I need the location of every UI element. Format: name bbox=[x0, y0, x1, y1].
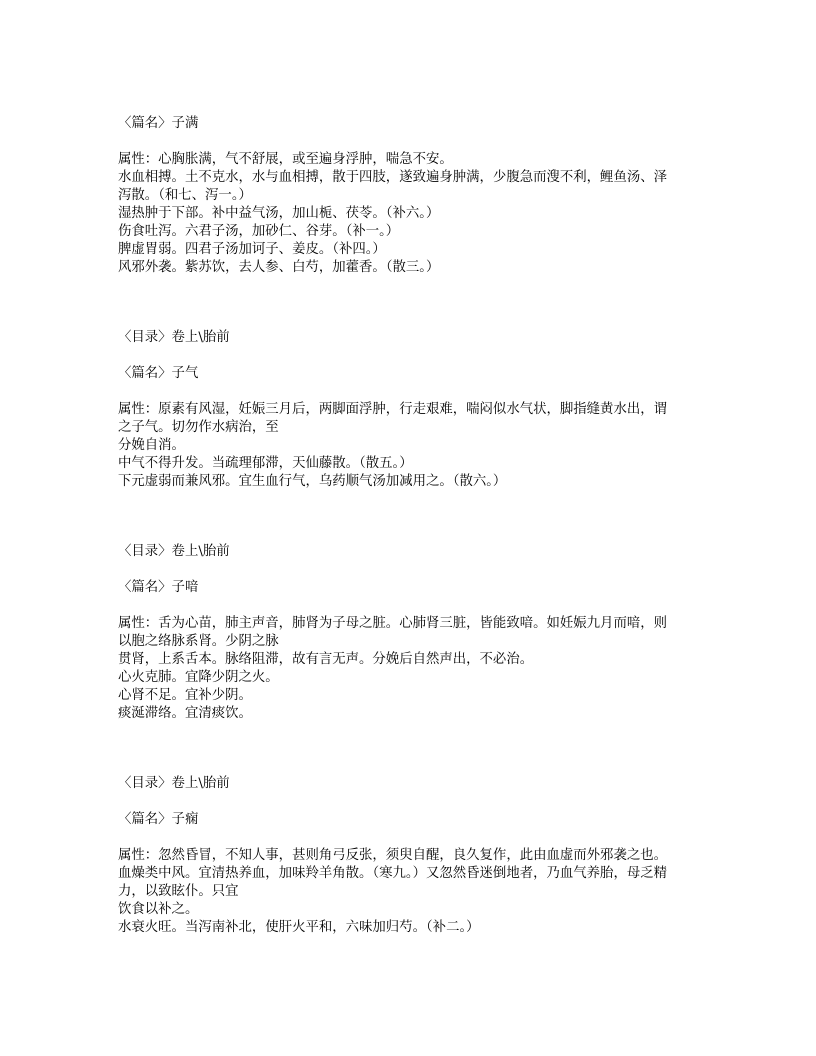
chapter-title: 〈篇名〉子痫 bbox=[118, 812, 199, 827]
body-line: 之子气。切勿作水病治，至 bbox=[118, 420, 279, 435]
body-line: 以胞之络脉系肾。少阴之脉 bbox=[118, 634, 279, 649]
body-line: 贯肾，上系舌本。脉络阻滞，故有言无声。分娩后自然声出，不必治。 bbox=[118, 652, 534, 667]
body-line: 水血相搏。土不克水，水与血相搏，散于四肢，遂致遍身肿满，少腹急而溲不利，鲤鱼汤、泽 bbox=[118, 170, 668, 185]
body-line: 湿热肿于下部。补中益气汤，加山栀、茯苓。（补六。） bbox=[118, 206, 440, 221]
body-line: 力，以致眩仆。只宜 bbox=[118, 884, 239, 899]
section-zi-xian bbox=[118, 775, 708, 937]
body-line: 饮食以补之。 bbox=[118, 902, 199, 917]
body-line: 属性：原素有风湿，妊娠三月后，两脚面浮肿，行走艰难，喘闷似水气状，脚指缝黄水出，谓 bbox=[118, 402, 668, 417]
body-line: 伤食吐泻。六君子汤，加砂仁、谷芽。（补一。） bbox=[118, 224, 400, 239]
chapter-title: 〈篇名〉子气 bbox=[118, 366, 199, 381]
body-line: 下元虚弱而兼风邪。宜生血行气，乌药顺气汤加减用之。（散六。） bbox=[118, 474, 507, 489]
body-line: 泻散。（和七、泻一。） bbox=[118, 188, 252, 203]
section-zi-man bbox=[118, 115, 708, 277]
toc-path: 〈目录〉卷上\胎前 bbox=[118, 330, 230, 345]
section-zi-yin bbox=[118, 543, 708, 723]
toc-path: 〈目录〉卷上\胎前 bbox=[118, 544, 230, 559]
body-line: 属性：心胸胀满，气不舒展，或至遍身浮肿，喘急不安。 bbox=[118, 152, 453, 167]
body-line: 风邪外袭。紫苏饮，去人参、白芍，加藿香。（散三。） bbox=[118, 260, 440, 275]
toc-path: 〈目录〉卷上\胎前 bbox=[118, 776, 230, 791]
body-line: 水衰火旺。当泻南补北，使肝火平和，六味加归芍。（补二。） bbox=[118, 920, 480, 935]
chapter-title: 〈篇名〉子满 bbox=[118, 116, 199, 131]
body-line: 痰涎滞络。宜清痰饮。 bbox=[118, 706, 252, 721]
body-line: 血燥类中风。宜清热养血，加味羚羊角散。（寒九。）又忽然昏迷倒地者，乃血气养胎，母乏精 bbox=[118, 866, 668, 881]
chapter-title: 〈篇名〉子喑 bbox=[118, 580, 199, 595]
body-line: 属性：舌为心苗，肺主声音，肺肾为子母之脏。心肺肾三脏，皆能致喑。如妊娠九月而喑，则 bbox=[118, 616, 668, 631]
document-page bbox=[118, 115, 708, 937]
body-line: 分娩自消。 bbox=[118, 438, 185, 453]
section-zi-qi bbox=[118, 329, 708, 491]
body-line: 心肾不足。宜补少阴。 bbox=[118, 688, 252, 703]
body-line: 中气不得升发。当疏理郁滞，天仙藤散。（散五。） bbox=[118, 456, 413, 471]
body-line: 属性：忽然昏冒，不知人事，甚则角弓反张，须臾自醒，良久复作，此由血虚而外邪袭之也。 bbox=[118, 848, 668, 863]
body-line: 脾虚胃弱。四君子汤加诃子、姜皮。（补四。） bbox=[118, 242, 386, 257]
body-line: 心火克肺。宜降少阴之火。 bbox=[118, 670, 279, 685]
